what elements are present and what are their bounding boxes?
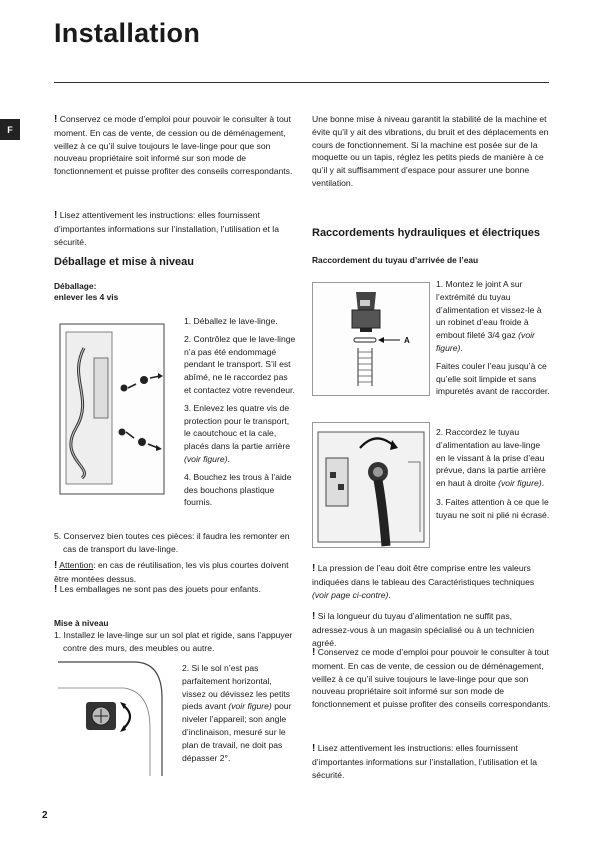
page-number: 2	[42, 810, 48, 821]
figure-reference: (voir figure)	[184, 453, 228, 464]
figure-reference: (voir figure)	[436, 330, 535, 353]
attention-label: Attention	[59, 560, 94, 570]
subheading-water-inlet: Raccordement du tuyau d’arrivée de l’eau	[312, 255, 479, 265]
intro-paragraph-2	[54, 209, 294, 248]
note-water-pressure-end: .	[388, 589, 391, 600]
step-3-end: .	[227, 453, 230, 464]
leveling-step-2-text: 2. Si le sol n’est pas parfaitement horizontal, vissez ou dévissez les petits pieds avant	[182, 663, 290, 712]
connection-steps-2-3	[436, 426, 552, 522]
warning-reuse-text: : en cas de réutilisation, les vis plus courtes doivent être montées dessus.	[54, 560, 289, 584]
hose-connection-figure	[312, 422, 430, 548]
warning-mark: !	[312, 611, 316, 622]
leveling-continued: Une bonne mise à niveau garantit la stabilité de la machine et évite qu’il y ait des vibrations, du bruit et des déplacements en cours de fonctionnement. Si la machine est posée sur de la moquette ou un tapis, réglez les petits pieds de manière à ce qu’il y ait suffisamment d’espace pour assurer une bonne ventilation.	[312, 114, 549, 188]
warning-mark: !	[312, 743, 316, 754]
subheading-line-1: Déballage:	[54, 281, 97, 291]
leveling-foot-figure	[54, 658, 174, 780]
warning-packaging	[54, 583, 294, 597]
connection-step-2	[436, 426, 552, 490]
step-5: 5. Conservez bien toutes ces pièces: il faudra les remonter en cas de transport du lave-linge.	[54, 531, 290, 554]
intro-text-2: Lisez attentivement les instructions: elles fournissent d’importantes informations sur l’installation, l’utilisation et la sécurité.	[54, 210, 279, 247]
figure-reference: (voir figure)	[228, 701, 272, 712]
unpacking-steps	[184, 315, 296, 509]
step-2: 2. Contrôlez que le lave-linge n’a pas été endommagé pendant le transport. S’il est abîmé, ne le raccordez pas et contactez votre revendeur.	[184, 333, 296, 395]
connection-step-1-note: Faites couler l’eau jusqu’à ce qu’elle soit limpide et sans impuretés avant de raccorder.	[436, 360, 550, 397]
connection-step-1-block	[436, 278, 552, 398]
step-1: 1. Déballez le lave-linge.	[184, 316, 278, 326]
section-heading-unpacking: Déballage et mise à niveau	[54, 256, 195, 268]
subheading-leveling: Mise à niveau	[54, 618, 109, 628]
warning-mark: !	[54, 114, 58, 125]
tap-joint-figure	[312, 282, 430, 396]
note-water-pressure-text: La pression de l’eau doit être comprise entre les valeurs indiquées dans le tableau des Caractéristiques techniques	[312, 563, 535, 587]
intro-paragraph-1	[54, 113, 294, 178]
intro-text-1: Conservez ce mode d’emploi pour pouvoir le consulter à tout moment. En cas de vente, de cession ou de déménagement, veillez à ce qu’il suive toujours le lave-linge pour que son nouveau propriétaire soit informé sur son mode de fonctionnement et puisse profiter des conseils correspondants.	[54, 114, 293, 177]
page-reference: (voir page ci-contre)	[312, 589, 389, 600]
subheading-unpacking	[54, 281, 118, 303]
warning-reuse	[54, 559, 294, 586]
warning-packaging-text: Les emballages ne sont pas des jouets pour enfants.	[57, 584, 261, 594]
step-4: 4. Bouchez les trous à l’aide des bouchons plastique fournis.	[184, 471, 292, 508]
note-water-pressure	[312, 562, 552, 601]
section-heading-connections: Raccordements hydrauliques et électriques	[312, 227, 541, 239]
warning-mark: !	[54, 584, 58, 595]
header-rule	[54, 82, 549, 83]
warning-mark: !	[312, 563, 316, 574]
connection-step-2-text: 2. Raccordez le tuyau d’alimentation au lave-linge en le vissant à la prise d’eau prévue, dans la partie arrière en haut à droite	[436, 427, 546, 489]
joint-label: A	[404, 336, 410, 345]
language-tab: F	[0, 119, 20, 140]
connection-step-3: 3. Faites attention à ce que le tuyau ne soit ni plié ni écrasé.	[436, 496, 550, 520]
connection-step-2-end: .	[541, 478, 544, 489]
subheading-line-2: enlever les 4 vis	[54, 292, 119, 302]
warning-mark: !	[312, 647, 316, 658]
connection-step-1-text: 1. Montez le joint A sur l’extrémité du tuyau d’alimentation et vissez-le à un robinet d’eau froide à embout fileté 3/4 gaz	[436, 279, 542, 341]
connection-step-1	[436, 278, 552, 355]
note-hose-length	[312, 610, 552, 649]
step-3-text: 3. Enlevez les quatre vis de protection pour le transport, le caoutchouc et la cale, placés dans la partie arrière	[184, 402, 291, 452]
note-read-instructions-text: Lisez attentivement les instructions: elles fournissent d’importantes informations sur l’installation, l’utilisation et la sécurité.	[312, 743, 537, 780]
note-hose-length-text: Si la longueur du tuyau d’alimentation ne suffit pas, adressez-vous à un magasin spécialisé ou à un technicien agréé.	[312, 611, 535, 648]
connection-step-1-end: .	[460, 342, 463, 353]
note-read-instructions	[312, 742, 552, 781]
leveling-step-2-end: pour niveler l’appareil; son angle d’inclinaison, mesuré sur le plan de travail, ne doit pas dépasser 2°.	[182, 701, 292, 763]
step-3	[184, 402, 296, 466]
leveling-step-2	[182, 662, 296, 764]
warning-mark: !	[54, 560, 58, 571]
note-keep-manual-text: Conservez ce mode d’emploi pour pouvoir le consulter à tout moment. En cas de vente, de cession ou de déménagement, veillez à ce qu’il suive toujours le lave-linge pour que son nouveau propriétaire soit informé sur son mode de fonctionnement et puisse profiter des conseils correspondants.	[312, 647, 551, 710]
warning-mark: !	[54, 210, 58, 221]
figure-reference: (voir figure)	[498, 478, 542, 489]
note-keep-manual	[312, 646, 552, 711]
page-title: Installation	[54, 18, 201, 48]
leveling-step-1: 1. Installez le lave-linge sur un sol plat et rigide, sans l’appuyer contre des murs, des meubles ou autre.	[54, 630, 293, 653]
rear-screws-figure	[54, 318, 174, 500]
